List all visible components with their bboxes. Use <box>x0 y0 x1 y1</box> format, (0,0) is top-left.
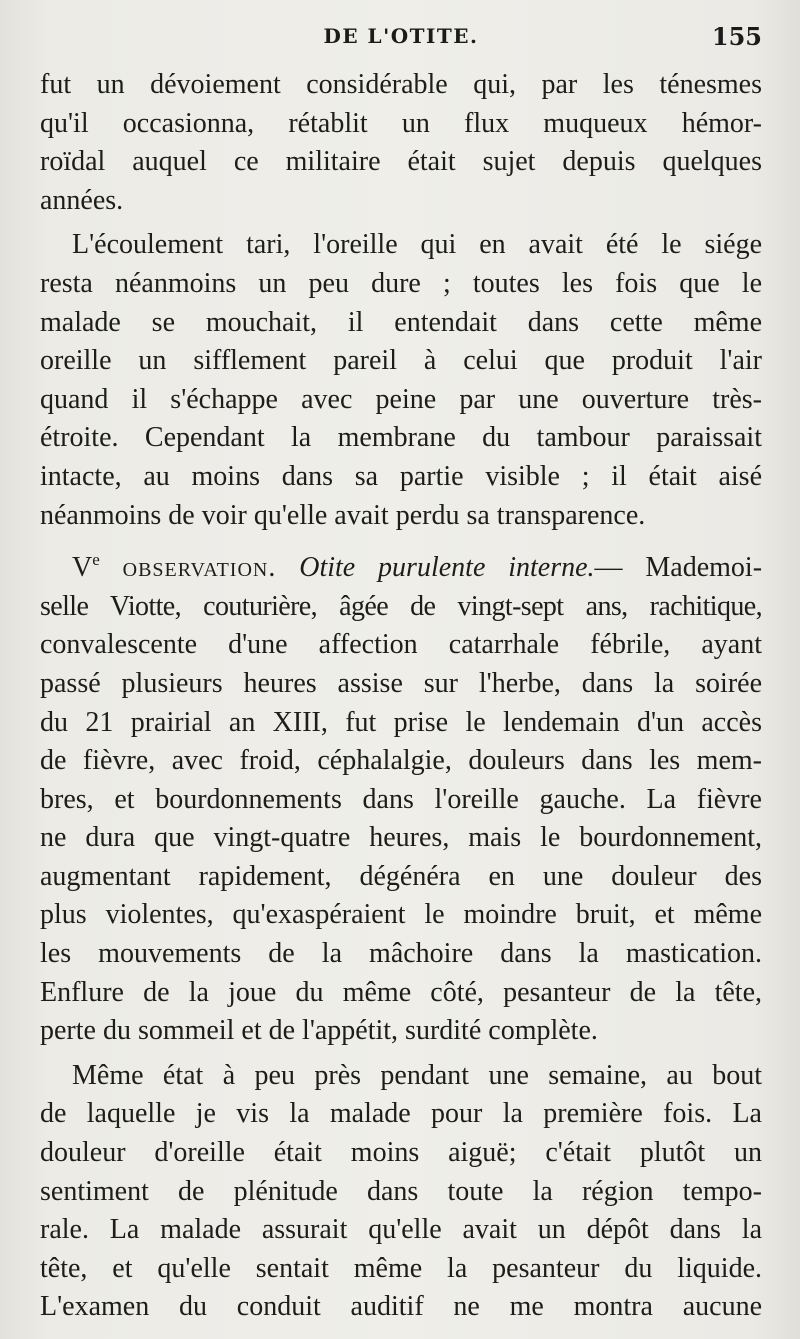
text-line: quand il s'échappe avec peine par une ouverture très- <box>40 383 762 415</box>
observation-label: observation. <box>122 552 277 584</box>
text-line: fut un dévoiement considérable qui, par les ténesmes <box>40 69 762 100</box>
text-line: de fièvre, avec froid, céphalalgie, douleurs dans les mem- <box>40 745 762 777</box>
observation-line-rest: — Mademoi- <box>594 552 763 584</box>
text-line: malade se mouchait, il entendait dans cette même <box>40 306 762 338</box>
text-line: Enflure de la joue du même côté, pesanteur de la tête, <box>40 976 762 1008</box>
text-line: douleur d'oreille était moins aiguë; c'était plutôt un <box>40 1137 762 1169</box>
observation-title: Otite purulente interne. <box>299 552 595 584</box>
text-line: de laquelle je vis la malade pour la première fois. La <box>40 1098 762 1130</box>
text-line: augmentant rapidement, dégénéra en une douleur des <box>40 860 762 892</box>
text-line: tête, et qu'elle sentait même la pesanteur du liquide. <box>40 1252 762 1284</box>
body-text <box>40 66 762 1327</box>
text-line: les mouvements de la mâchoire dans la mastication. <box>40 938 762 970</box>
text-line: selle Viotte, couturière, âgée de vingt-sept ans, rachitique, <box>40 590 762 622</box>
text-line: intacte, au moins dans sa partie visible ; il était aisé <box>40 460 762 492</box>
text-line: resta néanmoins un peu dure ; toutes les fois que le <box>40 267 762 299</box>
text-line: années. <box>40 184 124 216</box>
text-line: néanmoins de voir qu'elle avait perdu sa transparence. <box>40 499 646 531</box>
page-number: 155 <box>711 22 762 51</box>
text-line: sentiment de plénitude dans toute la région tempo- <box>40 1175 762 1207</box>
text-line: oreille un sifflement pareil à celui que produit l'air <box>40 345 762 377</box>
text-line: L'examen du conduit auditif ne me montra aucune <box>40 1291 762 1323</box>
text-line: Même état à peu près pendant une semaine, au bout <box>72 1059 762 1091</box>
text-line: bres, et bourdonnements dans l'oreille gauche. La fièvre <box>40 783 762 815</box>
observation-number: V <box>72 552 93 584</box>
observation-heading-line <box>40 541 762 588</box>
text-line: plus violentes, qu'exaspéraient le moindre bruit, et même <box>40 899 762 931</box>
text-line: qu'il occasionna, rétablit un flux muqueux hémor- <box>40 107 762 139</box>
text-line: roïdal auquel ce militaire était sujet depuis quelques <box>40 146 762 178</box>
text-line: passé plusieurs heures assise sur l'herbe, dans la soirée <box>40 667 762 699</box>
text-line: convalescente d'une affection catarrhale fébrile, ayant <box>40 629 762 661</box>
text-line: perte du sommeil et de l'appétit, surdité complète. <box>40 1015 598 1047</box>
running-title: DE L'OTITE. <box>323 24 479 48</box>
text-line: ne dura que vingt-quatre heures, mais le bourdonnement, <box>40 822 762 854</box>
text-line: étroite. Cependant la membrane du tambour paraissait <box>40 422 762 454</box>
text-line: L'écoulement tari, l'oreille qui en avait été le siége <box>72 229 762 261</box>
page-header <box>40 18 762 58</box>
text-line: du 21 prairial an XIII, fut prise le lendemain d'un accès <box>40 706 762 738</box>
observation-number-superscript: e <box>92 550 100 570</box>
text-line: rale. La malade assurait qu'elle avait un dépôt dans la <box>40 1214 762 1246</box>
